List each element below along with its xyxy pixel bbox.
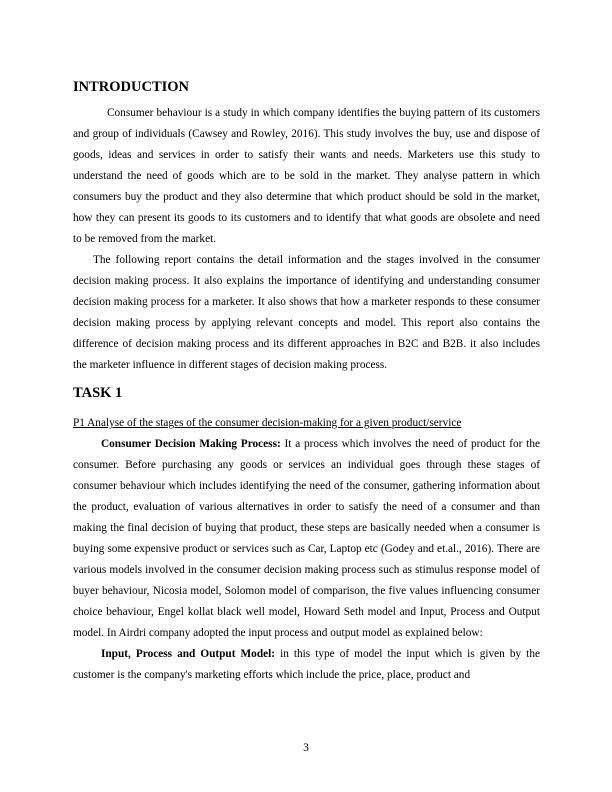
intro-paragraph-1: Consumer behaviour is a study in which company identifies the buying pattern of its customers and group of individuals (Cawsey and Rowley, 2016). This study involves the buy, use and dispose of goods, ideas and services in order to satisfy their wants and needs. Marketers use this study to understand the need of goods which are to be sold in the market. They analyse pattern in which consumers buy the product and they also determine that which product should be sold in the market, how they can present its goods to its customers and to identify that what goods are obsolete and need to be removed from the market. [73, 107, 540, 245]
page-number: 3 [303, 742, 309, 754]
introduction-heading: INTRODUCTION [73, 79, 190, 95]
task1-paragraph-1 [73, 434, 540, 644]
document-body [73, 78, 540, 686]
ipo-model-text: in this type of model the input which is given by the customer is the company's marketing efforts which include the price, place, product and [73, 648, 540, 681]
cdmp-text: It a process which involves the need of product for the consumer. Before purchasing any goods or services an individual goes through these stages of consumer behaviour which includes identifying the need of the consumer, gathering information about the product, evaluation of various alternatives in order to satisfy the need of a consumer and than making the final decision of buying that product, these steps are basically needed when a consumer is buying some expensive product or services such as Car, Laptop etc (Godey and et.al., 2016). There are various models involved in the consumer decision making process such as stimulus response model of buyer behaviour, Nicosia model, Solomon model of comparison, the five values influencing consumer choice behaviour, Engel kollat black well model, Howard Seth model and Input, Process and Output model. In Airdri company adopted the input process and output model as explained below: [73, 438, 540, 639]
cdmp-term: Consumer Decision Making Process: [101, 438, 281, 450]
task1-subheading: P1 Analyse of the stages of the consumer decision-making for a given product/service [73, 417, 462, 429]
task1-heading: TASK 1 [73, 385, 123, 401]
intro-paragraph-2: The following report contains the detail information and the stages involved in the consumer decision making process. It also explains the importance of identifying and understanding consumer decision making process for a marketer. It also shows that how a marketer responds to these consumer decision making process by applying relevant concepts and model. This report also contains the difference of decision making process and its different approaches in B2C and B2B. it also includes the marketer influence in different stages of decision making process. [73, 254, 540, 371]
ipo-model-term: Input, Process and Output Model: [101, 648, 276, 660]
task1-paragraph-2 [73, 644, 540, 686]
